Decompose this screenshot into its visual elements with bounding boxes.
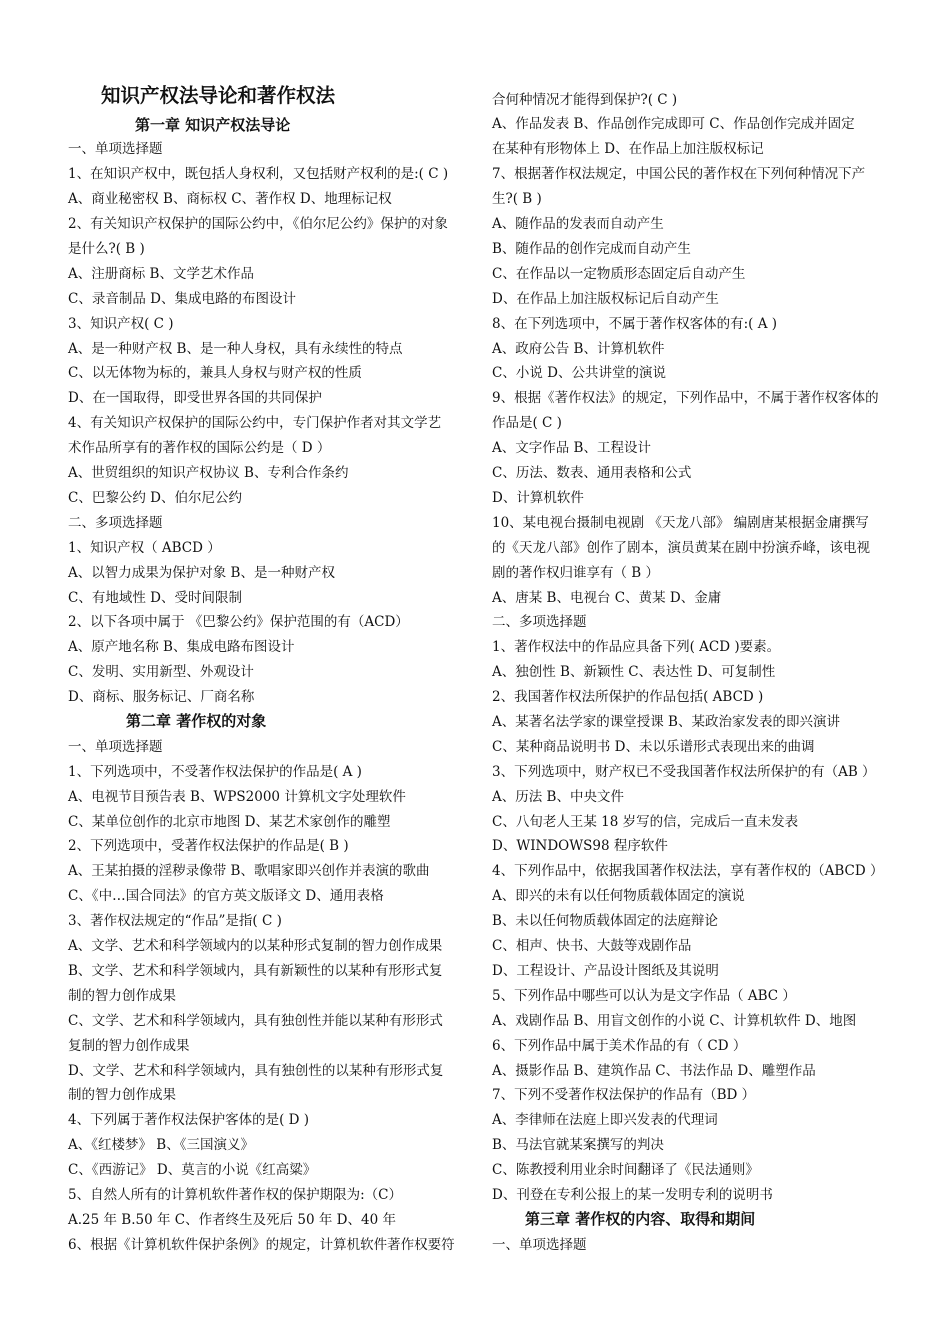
section-heading: 一、单项选择题 [68,739,163,755]
option-line: C、文学、艺术和科学领域内，具有独创性并能以某种有形形式 [68,1013,443,1029]
question-line: 3、著作权法规定的“作品”是指( C ) [68,913,282,929]
option-line: A、即兴的未有以任何物质载体固定的演说 [492,888,745,904]
option-line: A、唐某 B、电视台 C、黄某 D、金庸 [492,590,722,606]
chapter-heading: 第三章 著作权的内容、取得和期间 [525,1210,756,1228]
option-line: D、文学、艺术和科学领域内，具有独创性的以某种有形形式复 [68,1063,444,1079]
question-line: 3、下列选项中，财产权已不受我国著作权法所保护的有（AB ） [492,764,876,780]
option-line: C、《西游记》 D、莫言的小说《红高粱》 [68,1162,317,1178]
question-line: 8、在下列选项中，不属于著作权客体的有:( A ) [492,316,778,332]
option-line: A、王某拍摄的淫秽录像带 B、歌唱家即兴创作并表演的歌曲 [68,863,430,879]
question-line: 1、下列选项中，不受著作权法保护的作品是( A ) [68,764,362,780]
option-line: C、有地域性 D、受时间限制 [68,590,242,606]
question-line: 是什么?( B ) [68,241,145,257]
option-line: A、历法 B、中央文件 [492,789,624,805]
option-line: B、未以任何物质载体固定的法庭辩论 [492,913,718,929]
option-line: C、某种商品说明书 D、未以乐谱形式表现出来的曲调 [492,739,815,755]
document-title: 知识产权法导论和著作权法 [101,84,336,107]
option-line: A、《红楼梦》 B、《三国演义》 [68,1137,254,1153]
question-line: 3、知识产权( C ) [68,316,174,332]
question-line: 4、有关知识产权保护的国际公约中，专门保护作者对其文学艺 [68,415,442,431]
question-line: 作品是( C ) [492,415,562,431]
question-line: 1、著作权法中的作品应具备下列( ACD )要素。 [492,639,781,655]
option-line: A、某著名法学家的课堂授课 B、某政治家发表的即兴演讲 [492,714,840,730]
question-line: 2、以下各项中属于 《巴黎公约》保护范围的有（ACD） [68,614,409,630]
option-line: C、八旬老人王某 18 岁写的信，完成后一直未发表 [492,814,799,830]
option-line: B、随作品的创作完成而自动产生 [492,241,691,257]
option-line: A、李律师在法庭上即兴发表的代理词 [492,1112,718,1128]
option-line: A、注册商标 B、文学艺术作品 [68,266,254,282]
option-line: C、录音制品 D、集成电路的布图设计 [68,291,296,307]
option-line: 复制的智力创作成果 [68,1038,190,1054]
option-line: C、以无体物为标的，兼具人身权与财产权的性质 [68,365,362,381]
question-line: 10、某电视台摄制电视剧 《天龙八部》 编剧唐某根据金庸撰写 [492,515,869,531]
option-line: A、戏剧作品 B、用盲文创作的小说 C、计算机软件 D、地图 [492,1013,857,1029]
question-line: 1、知识产权（ ABCD ） [68,540,221,556]
chapter-heading: 第一章 知识产权法导论 [135,116,291,134]
question-line: 合何种情况才能得到保护?( C ) [492,92,678,108]
option-line: C、发明、实用新型、外观设计 [68,664,254,680]
option-line: A、文学、艺术和科学领域内的以某种形式复制的智力创作成果 [68,938,443,954]
section-heading: 二、多项选择题 [68,515,163,531]
question-line: 5、下列作品中哪些可以认为是文字作品（ ABC ） [492,988,796,1004]
option-line: D、在一国取得，即受世界各国的共同保护 [68,390,322,406]
question-line: 4、下列属于著作权法保护客体的是( D ) [68,1112,310,1128]
option-line: D、刊登在专利公报上的某一发明专利的说明书 [492,1187,773,1203]
option-line: C、相声、快书、大鼓等戏剧作品 [492,938,692,954]
question-line: 生?( B ) [492,191,542,207]
option-line: A.25 年 B.50 年 C、作者终生及死后 50 年 D、40 年 [68,1212,396,1228]
option-line: A、电视节目预告表 B、WPS2000 计算机文字处理软件 [68,789,406,805]
option-line: A、以智力成果为保护对象 B、是一种财产权 [68,565,335,581]
option-line: B、文学、艺术和科学领域内，具有新颖性的以某种有形形式复 [68,963,443,979]
option-line: A、文字作品 B、工程设计 [492,440,651,456]
question-line: 9、根据《著作权法》的规定，下列作品中，不属于著作权客体的 [492,390,879,406]
question-line: 6、下列作品中属于美术作品的有（ CD ） [492,1038,747,1054]
option-line: 制的智力创作成果 [68,1087,176,1103]
question-line: 剧的著作权归谁享有（ B ） [492,565,660,581]
option-line: D、WINDOWS98 程序软件 [492,838,668,854]
option-line: A、独创性 B、新颖性 C、表达性 D、可复制性 [492,664,776,680]
question-line: 1、在知识产权中，既包括人身权利，又包括财产权利的是:( C ) [68,166,449,182]
section-heading: 一、单项选择题 [492,1237,587,1253]
question-line: 术作品所享有的著作权的国际公约是（ D ） [68,440,331,456]
option-line: C、小说 D、公共讲堂的演说 [492,365,666,381]
option-line: C、在作品以一定物质形态固定后自动产生 [492,266,746,282]
option-line: A、商业秘密权 B、商标权 C、著作权 D、地理标记权 [68,191,392,207]
question-line: 7、下列不受著作权法保护的作品有（BD ） [492,1087,756,1103]
option-line: 在某种有形物体上 D、在作品上加注版权标记 [492,141,764,157]
section-heading: 二、多项选择题 [492,614,587,630]
question-line: 2、我国著作权法所保护的作品包括( ABCD ) [492,689,764,705]
question-line: 2、有关知识产权保护的国际公约中，《伯尔尼公约》保护的对象 [68,216,448,232]
section-heading: 一、单项选择题 [68,141,163,157]
option-line: D、商标、服务标记、厂商名称 [68,689,255,705]
option-line: D、在作品上加注版权标记后自动产生 [492,291,719,307]
option-line: D、工程设计、产品设计图纸及其说明 [492,963,719,979]
chapter-heading: 第二章 著作权的对象 [126,712,267,730]
option-line: A、政府公告 B、计算机软件 [492,341,665,357]
option-line: A、原产地名称 B、集成电路布图设计 [68,639,295,655]
option-line: C、陈教授利用业余时间翻译了《民法通则》 [492,1162,759,1178]
option-line: C、某单位创作的北京市地图 D、某艺术家创作的雕塑 [68,814,391,830]
option-line: A、世贸组织的知识产权协议 B、专利合作条约 [68,465,349,481]
option-line: D、计算机软件 [492,490,584,506]
option-line: A、摄影作品 B、建筑作品 C、书法作品 D、雕塑作品 [492,1063,816,1079]
option-line: A、随作品的发表而自动产生 [492,216,664,232]
option-line: A、作品发表 B、作品创作完成即可 C、作品创作完成并固定 [492,116,855,132]
question-line: 7、根据著作权法规定，中国公民的著作权在下列何种情况下产 [492,166,866,182]
option-line: A、是一种财产权 B、是一种人身权，具有永续性的特点 [68,341,403,357]
question-line: 4、下列作品中，依据我国著作权法法，享有著作权的（ABCD ） [492,863,884,879]
question-line: 5、自然人所有的计算机软件著作权的保护期限为:（C） [68,1187,402,1203]
option-line: B、马法官就某案撰写的判决 [492,1137,664,1153]
question-line: 6、根据《计算机软件保护条例》的规定，计算机软件著作权要符 [68,1237,455,1253]
option-line: C、巴黎公约 D、伯尔尼公约 [68,490,242,506]
question-line: 2、下列选项中，受著作权法保护的作品是( B ) [68,838,349,854]
option-line: C、《中…国合同法》的官方英文版译文 D、通用表格 [68,888,384,904]
option-line: 制的智力创作成果 [68,988,176,1004]
option-line: C、历法、数表、通用表格和公式 [492,465,692,481]
question-line: 的《天龙八部》创作了剧本，演员黄某在剧中扮演乔峰，该电视 [492,540,870,556]
